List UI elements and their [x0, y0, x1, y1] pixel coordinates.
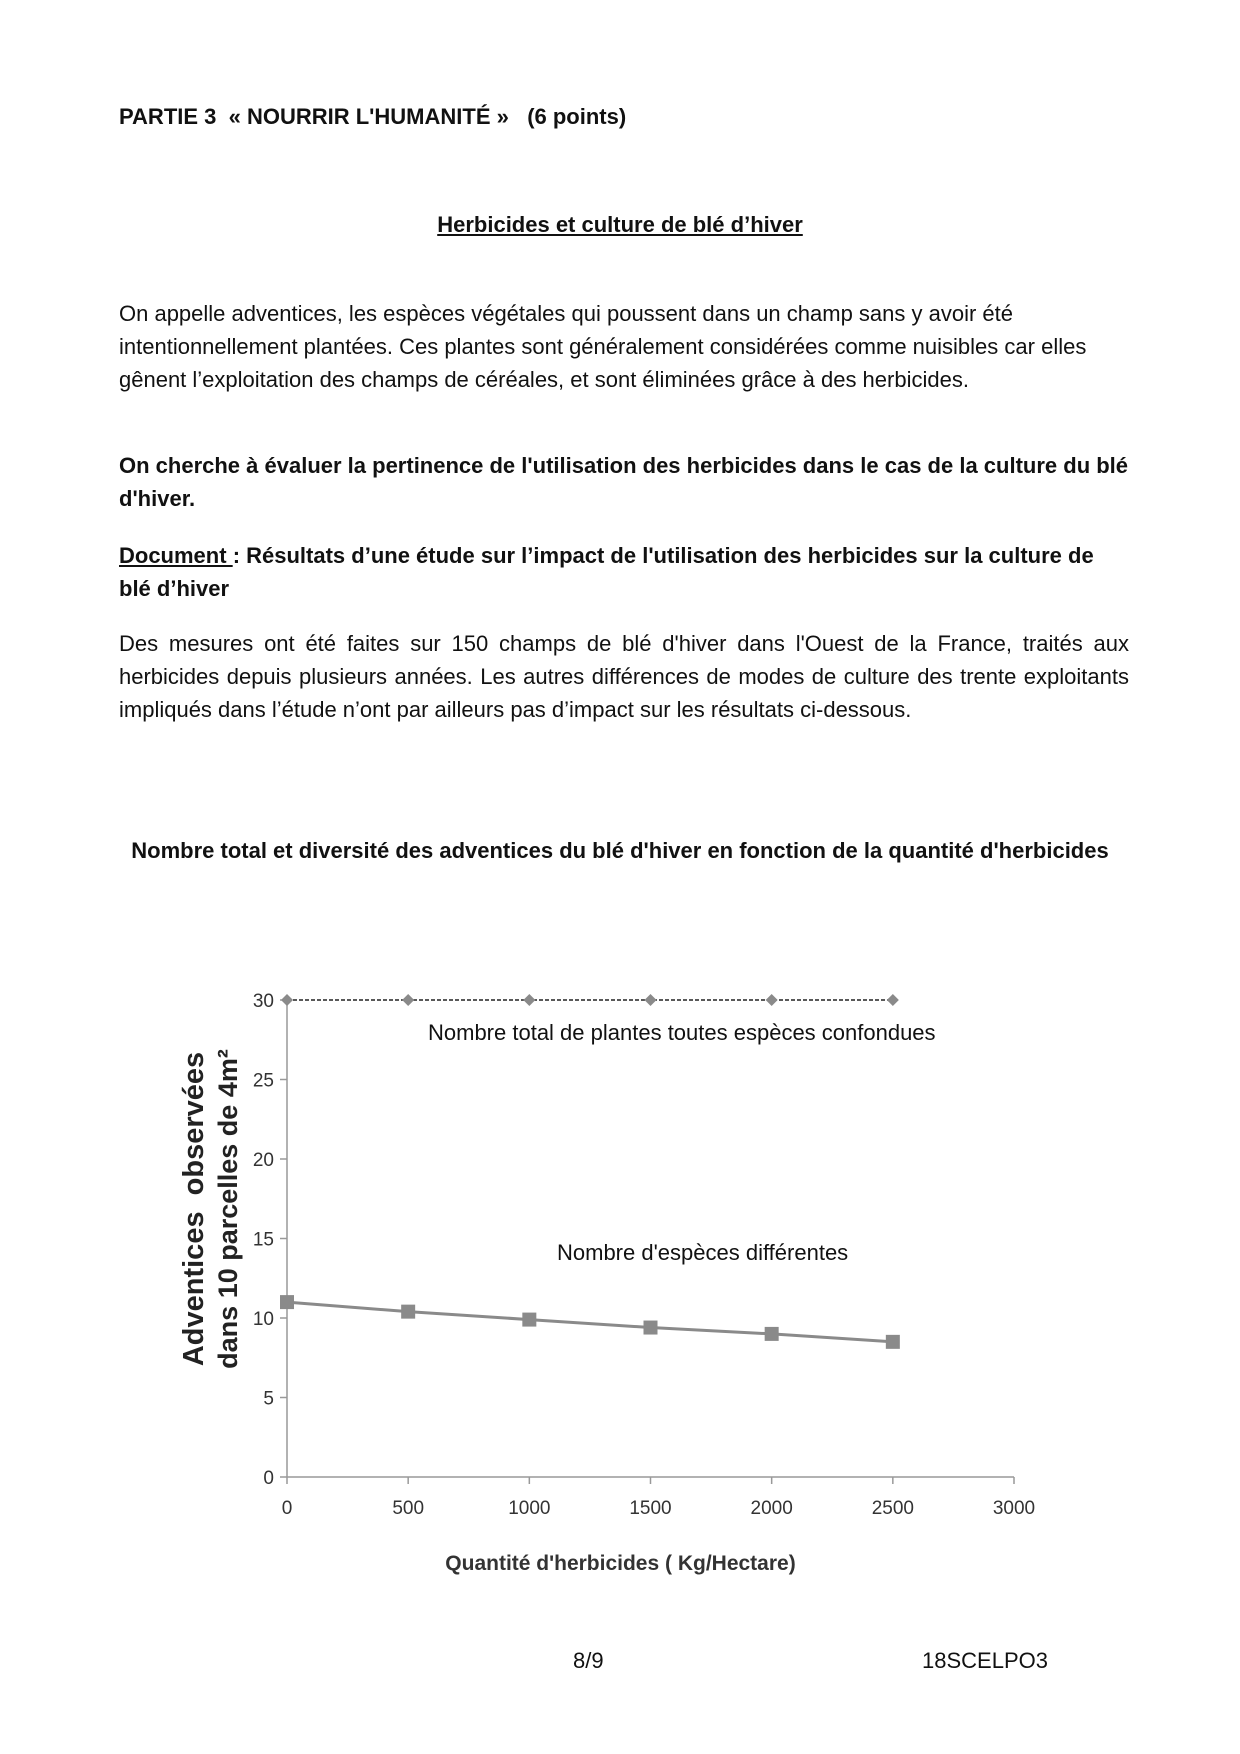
data-point: [886, 1335, 900, 1349]
data-point: [644, 1321, 658, 1335]
data-point: [645, 994, 657, 1006]
document-heading-text: Herbicides et culture de blé d’hiver: [437, 212, 803, 237]
y-tick-label: 0: [263, 1468, 274, 1489]
data-point: [522, 1313, 536, 1327]
part-title: PARTIE 3 « NOURRIR L'HUMANITÉ » (6 points): [119, 104, 627, 129]
y-tick-label: 5: [263, 1388, 274, 1410]
y-axis-label-line2: dans 10 parcelles de 4m²: [213, 1049, 243, 1369]
x-axis-label: Quantité d'herbicides ( Kg/Hectare): [445, 1552, 796, 1575]
data-point: [523, 994, 535, 1006]
x-tick-label: 3000: [992, 1498, 1036, 1519]
y-tick-label: 30: [252, 991, 274, 1012]
document-code: 18SCELPO3: [922, 1648, 1048, 1673]
intro-paragraph: On appelle adventices, les espèces végétales qui poussent dans un champ sans y avoir été intentionnellement plantées. Ces plantes sont généralement considérées comme nuisibles car elles gênent l’exploitation des champs de céréales, et sont éliminées grâce à des herbicides.: [119, 301, 1087, 392]
chart-title: Nombre total et diversité des adventices du blé d'hiver en fonction de la quantité d'herbicides: [131, 838, 1109, 863]
question-paragraph: On cherche à évaluer la pertinence de l'utilisation des herbicides dans le cas de la culture du blé d'hiver.: [119, 453, 1129, 511]
series-annotation-total: Nombre total de plantes toutes espèces confondues: [428, 1020, 936, 1045]
series-annotation-species: Nombre d'espèces différentes: [557, 1240, 849, 1265]
data-point: [766, 994, 778, 1006]
page-number: 8/9: [573, 1648, 604, 1673]
x-tick-label: 1500: [629, 1498, 672, 1519]
y-tick-label: 20: [252, 1150, 274, 1171]
data-point: [402, 994, 414, 1006]
data-point: [280, 1295, 294, 1309]
y-tick-label: 10: [252, 1309, 274, 1330]
document-label: Document: [119, 543, 233, 568]
y-tick-label: 15: [252, 1229, 274, 1251]
method-paragraph: Des mesures ont été faites sur 150 champs de blé d'hiver dans l'Ouest de la France, traités aux herbicides depuis plusieurs années. Les autres différences de modes de culture des trente exploitants impliqués dans l’étude n’ont par ailleurs pas d’impact sur les résultats ci-dessous.: [119, 631, 1129, 722]
x-tick-label: 2000: [750, 1498, 793, 1519]
data-point: [765, 1327, 779, 1341]
y-tick-label: 25: [252, 1070, 274, 1092]
x-tick-label: 0: [281, 1498, 293, 1519]
x-tick-label: 1000: [508, 1498, 551, 1519]
data-point: [281, 994, 293, 1006]
x-tick-label: 500: [392, 1498, 425, 1519]
data-point: [887, 994, 899, 1006]
document-caption-title: : Résultats d’une étude sur l’impact de l'utilisation des herbicides sur la culture de blé d’hiver: [119, 543, 1094, 601]
data-point: [401, 1305, 415, 1319]
series-line-2: [287, 1302, 893, 1342]
y-axis-label-line1: Adventices observées: [178, 1051, 210, 1367]
x-tick-label: 2500: [871, 1498, 914, 1519]
